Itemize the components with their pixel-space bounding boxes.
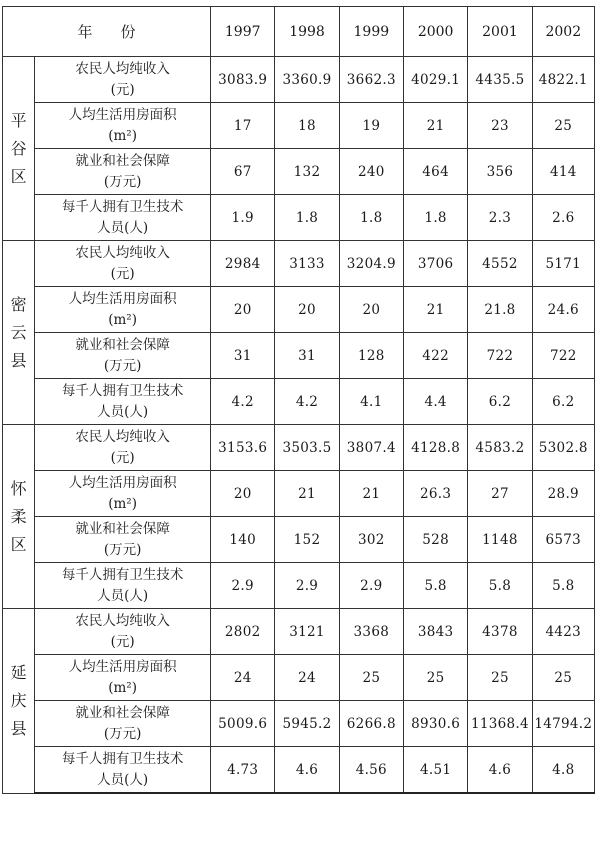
value-cell: 25 xyxy=(532,103,594,149)
value-cell: 6.2 xyxy=(468,379,532,425)
value-cell: 24.6 xyxy=(532,287,594,333)
value-cell: 3083.9 xyxy=(211,57,275,103)
value-cell: 1.8 xyxy=(403,195,467,241)
statistics-table xyxy=(2,6,595,794)
value-cell: 3843 xyxy=(403,609,467,655)
value-cell: 3503.5 xyxy=(275,425,339,471)
value-cell: 414 xyxy=(532,149,594,195)
value-cell: 722 xyxy=(468,333,532,379)
table-row xyxy=(3,471,595,517)
indicator-label-line: 农民人均纯收入 xyxy=(75,60,170,77)
indicator-label-line: 农民人均纯收入 xyxy=(75,612,170,629)
value-cell: 21 xyxy=(275,471,339,517)
indicator-label-line: 人员(人) xyxy=(97,403,149,420)
indicator-label xyxy=(35,149,211,195)
value-cell: 20 xyxy=(339,287,403,333)
header-row xyxy=(3,7,595,57)
value-cell: 4435.5 xyxy=(468,57,532,103)
value-cell: 3121 xyxy=(275,609,339,655)
indicator-label xyxy=(35,701,211,747)
indicator-label-line: (元) xyxy=(110,633,135,650)
value-cell: 132 xyxy=(275,149,339,195)
value-cell: 21 xyxy=(403,287,467,333)
value-cell: 25 xyxy=(403,655,467,701)
value-cell: 302 xyxy=(339,517,403,563)
value-cell: 31 xyxy=(275,333,339,379)
value-cell: 6266.8 xyxy=(339,701,403,747)
indicator-label-line: 就业和社会保障 xyxy=(75,152,170,169)
district-char: 平 xyxy=(10,110,27,130)
value-cell: 24 xyxy=(275,655,339,701)
value-cell: 5171 xyxy=(532,241,594,287)
indicator-label-line: 人员(人) xyxy=(97,587,149,604)
value-cell: 128 xyxy=(339,333,403,379)
table-row xyxy=(3,103,595,149)
district-name xyxy=(3,425,35,609)
value-cell: 356 xyxy=(468,149,532,195)
value-cell: 4029.1 xyxy=(403,57,467,103)
indicator-label-line: 人均生活用房面积 xyxy=(68,658,177,675)
year-header: 2002 xyxy=(532,7,594,57)
table-row xyxy=(3,241,595,287)
value-cell: 4.51 xyxy=(403,747,467,794)
value-cell: 18 xyxy=(275,103,339,149)
indicator-label xyxy=(35,517,211,563)
indicator-label xyxy=(35,425,211,471)
indicator-label xyxy=(35,379,211,425)
district-name xyxy=(3,241,35,425)
value-cell: 3662.3 xyxy=(339,57,403,103)
table-row xyxy=(3,563,595,609)
value-cell: 4.2 xyxy=(275,379,339,425)
value-cell: 3204.9 xyxy=(339,241,403,287)
indicator-label-line: 人均生活用房面积 xyxy=(68,290,177,307)
value-cell: 5.8 xyxy=(468,563,532,609)
indicator-label-line: (m²) xyxy=(108,311,137,328)
indicator-label-line: 每千人拥有卫生技术 xyxy=(61,750,184,767)
district-char: 云 xyxy=(10,322,27,342)
value-cell: 5.8 xyxy=(532,563,594,609)
indicator-label-line: 每千人拥有卫生技术 xyxy=(61,198,184,215)
value-cell: 25 xyxy=(468,655,532,701)
year-column-label: 年份 xyxy=(3,7,211,57)
indicator-label xyxy=(35,609,211,655)
year-header: 1997 xyxy=(211,7,275,57)
year-header: 1998 xyxy=(275,7,339,57)
value-cell: 422 xyxy=(403,333,467,379)
table-row xyxy=(3,333,595,379)
year-header: 2000 xyxy=(403,7,467,57)
value-cell: 21 xyxy=(403,103,467,149)
value-cell: 2.9 xyxy=(275,563,339,609)
indicator-label xyxy=(35,241,211,287)
district-char: 密 xyxy=(10,294,27,314)
table-row xyxy=(3,655,595,701)
district-char: 延 xyxy=(10,662,27,682)
district-name xyxy=(3,609,35,794)
year-header: 1999 xyxy=(339,7,403,57)
district-char: 谷 xyxy=(10,138,27,158)
value-cell: 4583.2 xyxy=(468,425,532,471)
value-cell: 3807.4 xyxy=(339,425,403,471)
value-cell: 2802 xyxy=(211,609,275,655)
value-cell: 240 xyxy=(339,149,403,195)
value-cell: 4.6 xyxy=(275,747,339,794)
table-row xyxy=(3,747,595,794)
value-cell: 4.2 xyxy=(211,379,275,425)
table-row xyxy=(3,195,595,241)
value-cell: 1148 xyxy=(468,517,532,563)
value-cell: 20 xyxy=(211,287,275,333)
indicator-label-line: (m²) xyxy=(108,679,137,696)
table-row xyxy=(3,57,595,103)
value-cell: 2.9 xyxy=(211,563,275,609)
table-body xyxy=(3,57,595,794)
value-cell: 17 xyxy=(211,103,275,149)
year-header: 2001 xyxy=(468,7,532,57)
value-cell: 19 xyxy=(339,103,403,149)
value-cell: 4.1 xyxy=(339,379,403,425)
value-cell: 722 xyxy=(532,333,594,379)
value-cell: 14794.2 xyxy=(532,701,594,747)
indicator-label-line: 人员(人) xyxy=(97,219,149,236)
district-name xyxy=(3,57,35,241)
value-cell: 5009.6 xyxy=(211,701,275,747)
indicator-label-line: 每千人拥有卫生技术 xyxy=(61,566,184,583)
indicator-label-line: 就业和社会保障 xyxy=(75,520,170,537)
value-cell: 24 xyxy=(211,655,275,701)
district-char: 县 xyxy=(10,718,27,738)
value-cell: 5302.8 xyxy=(532,425,594,471)
value-cell: 67 xyxy=(211,149,275,195)
indicator-label-line: 人均生活用房面积 xyxy=(68,474,177,491)
table-row xyxy=(3,609,595,655)
value-cell: 4552 xyxy=(468,241,532,287)
value-cell: 5.8 xyxy=(403,563,467,609)
district-char: 区 xyxy=(10,166,27,186)
indicator-label-line: 人员(人) xyxy=(97,771,149,788)
value-cell: 3133 xyxy=(275,241,339,287)
indicator-label xyxy=(35,195,211,241)
indicator-label-line: (m²) xyxy=(108,127,137,144)
value-cell: 5945.2 xyxy=(275,701,339,747)
indicator-label-line: (万元) xyxy=(103,173,142,190)
value-cell: 8930.6 xyxy=(403,701,467,747)
value-cell: 1.8 xyxy=(275,195,339,241)
indicator-label-line: 每千人拥有卫生技术 xyxy=(61,382,184,399)
value-cell: 4822.1 xyxy=(532,57,594,103)
indicator-label-line: 就业和社会保障 xyxy=(75,336,170,353)
table-row xyxy=(3,379,595,425)
value-cell: 152 xyxy=(275,517,339,563)
value-cell: 2.6 xyxy=(532,195,594,241)
indicator-label-line: 人均生活用房面积 xyxy=(68,106,177,123)
indicator-label xyxy=(35,103,211,149)
district-char: 庆 xyxy=(10,690,27,710)
indicator-label-line: 就业和社会保障 xyxy=(75,704,170,721)
indicator-label xyxy=(35,471,211,517)
indicator-label-line: 农民人均纯收入 xyxy=(75,244,170,261)
value-cell: 25 xyxy=(532,655,594,701)
value-cell: 28.9 xyxy=(532,471,594,517)
district-char: 县 xyxy=(10,350,27,370)
value-cell: 3153.6 xyxy=(211,425,275,471)
value-cell: 4.6 xyxy=(468,747,532,794)
value-cell: 1.8 xyxy=(339,195,403,241)
indicator-label xyxy=(35,563,211,609)
indicator-label-line: (元) xyxy=(110,449,135,466)
indicator-label xyxy=(35,287,211,333)
value-cell: 4.8 xyxy=(532,747,594,794)
indicator-label xyxy=(35,333,211,379)
district-char: 柔 xyxy=(10,506,27,526)
indicator-label-line: (m²) xyxy=(108,495,137,512)
value-cell: 27 xyxy=(468,471,532,517)
district-char: 区 xyxy=(10,534,27,554)
value-cell: 464 xyxy=(403,149,467,195)
table-row xyxy=(3,287,595,333)
indicator-label-line: (万元) xyxy=(103,541,142,558)
value-cell: 4.4 xyxy=(403,379,467,425)
value-cell: 26.3 xyxy=(403,471,467,517)
indicator-label-line: 农民人均纯收入 xyxy=(75,428,170,445)
value-cell: 1.9 xyxy=(211,195,275,241)
value-cell: 21 xyxy=(339,471,403,517)
value-cell: 4378 xyxy=(468,609,532,655)
value-cell: 6573 xyxy=(532,517,594,563)
district-char: 怀 xyxy=(10,478,27,498)
table-row xyxy=(3,701,595,747)
value-cell: 4.73 xyxy=(211,747,275,794)
value-cell: 11368.4 xyxy=(468,701,532,747)
value-cell: 4128.8 xyxy=(403,425,467,471)
value-cell: 20 xyxy=(211,471,275,517)
indicator-label-line: (万元) xyxy=(103,357,142,374)
table-row xyxy=(3,425,595,471)
value-cell: 2984 xyxy=(211,241,275,287)
value-cell: 140 xyxy=(211,517,275,563)
value-cell: 3360.9 xyxy=(275,57,339,103)
indicator-label-line: (万元) xyxy=(103,725,142,742)
value-cell: 2.9 xyxy=(339,563,403,609)
value-cell: 20 xyxy=(275,287,339,333)
value-cell: 4423 xyxy=(532,609,594,655)
indicator-label xyxy=(35,655,211,701)
value-cell: 23 xyxy=(468,103,532,149)
table-row xyxy=(3,517,595,563)
value-cell: 3706 xyxy=(403,241,467,287)
value-cell: 2.3 xyxy=(468,195,532,241)
indicator-label xyxy=(35,747,211,794)
indicator-label-line: (元) xyxy=(110,81,135,98)
indicator-label-line: (元) xyxy=(110,265,135,282)
value-cell: 6.2 xyxy=(532,379,594,425)
indicator-label xyxy=(35,57,211,103)
value-cell: 25 xyxy=(339,655,403,701)
table-row xyxy=(3,149,595,195)
value-cell: 31 xyxy=(211,333,275,379)
value-cell: 3368 xyxy=(339,609,403,655)
value-cell: 21.8 xyxy=(468,287,532,333)
value-cell: 528 xyxy=(403,517,467,563)
value-cell: 4.56 xyxy=(339,747,403,794)
